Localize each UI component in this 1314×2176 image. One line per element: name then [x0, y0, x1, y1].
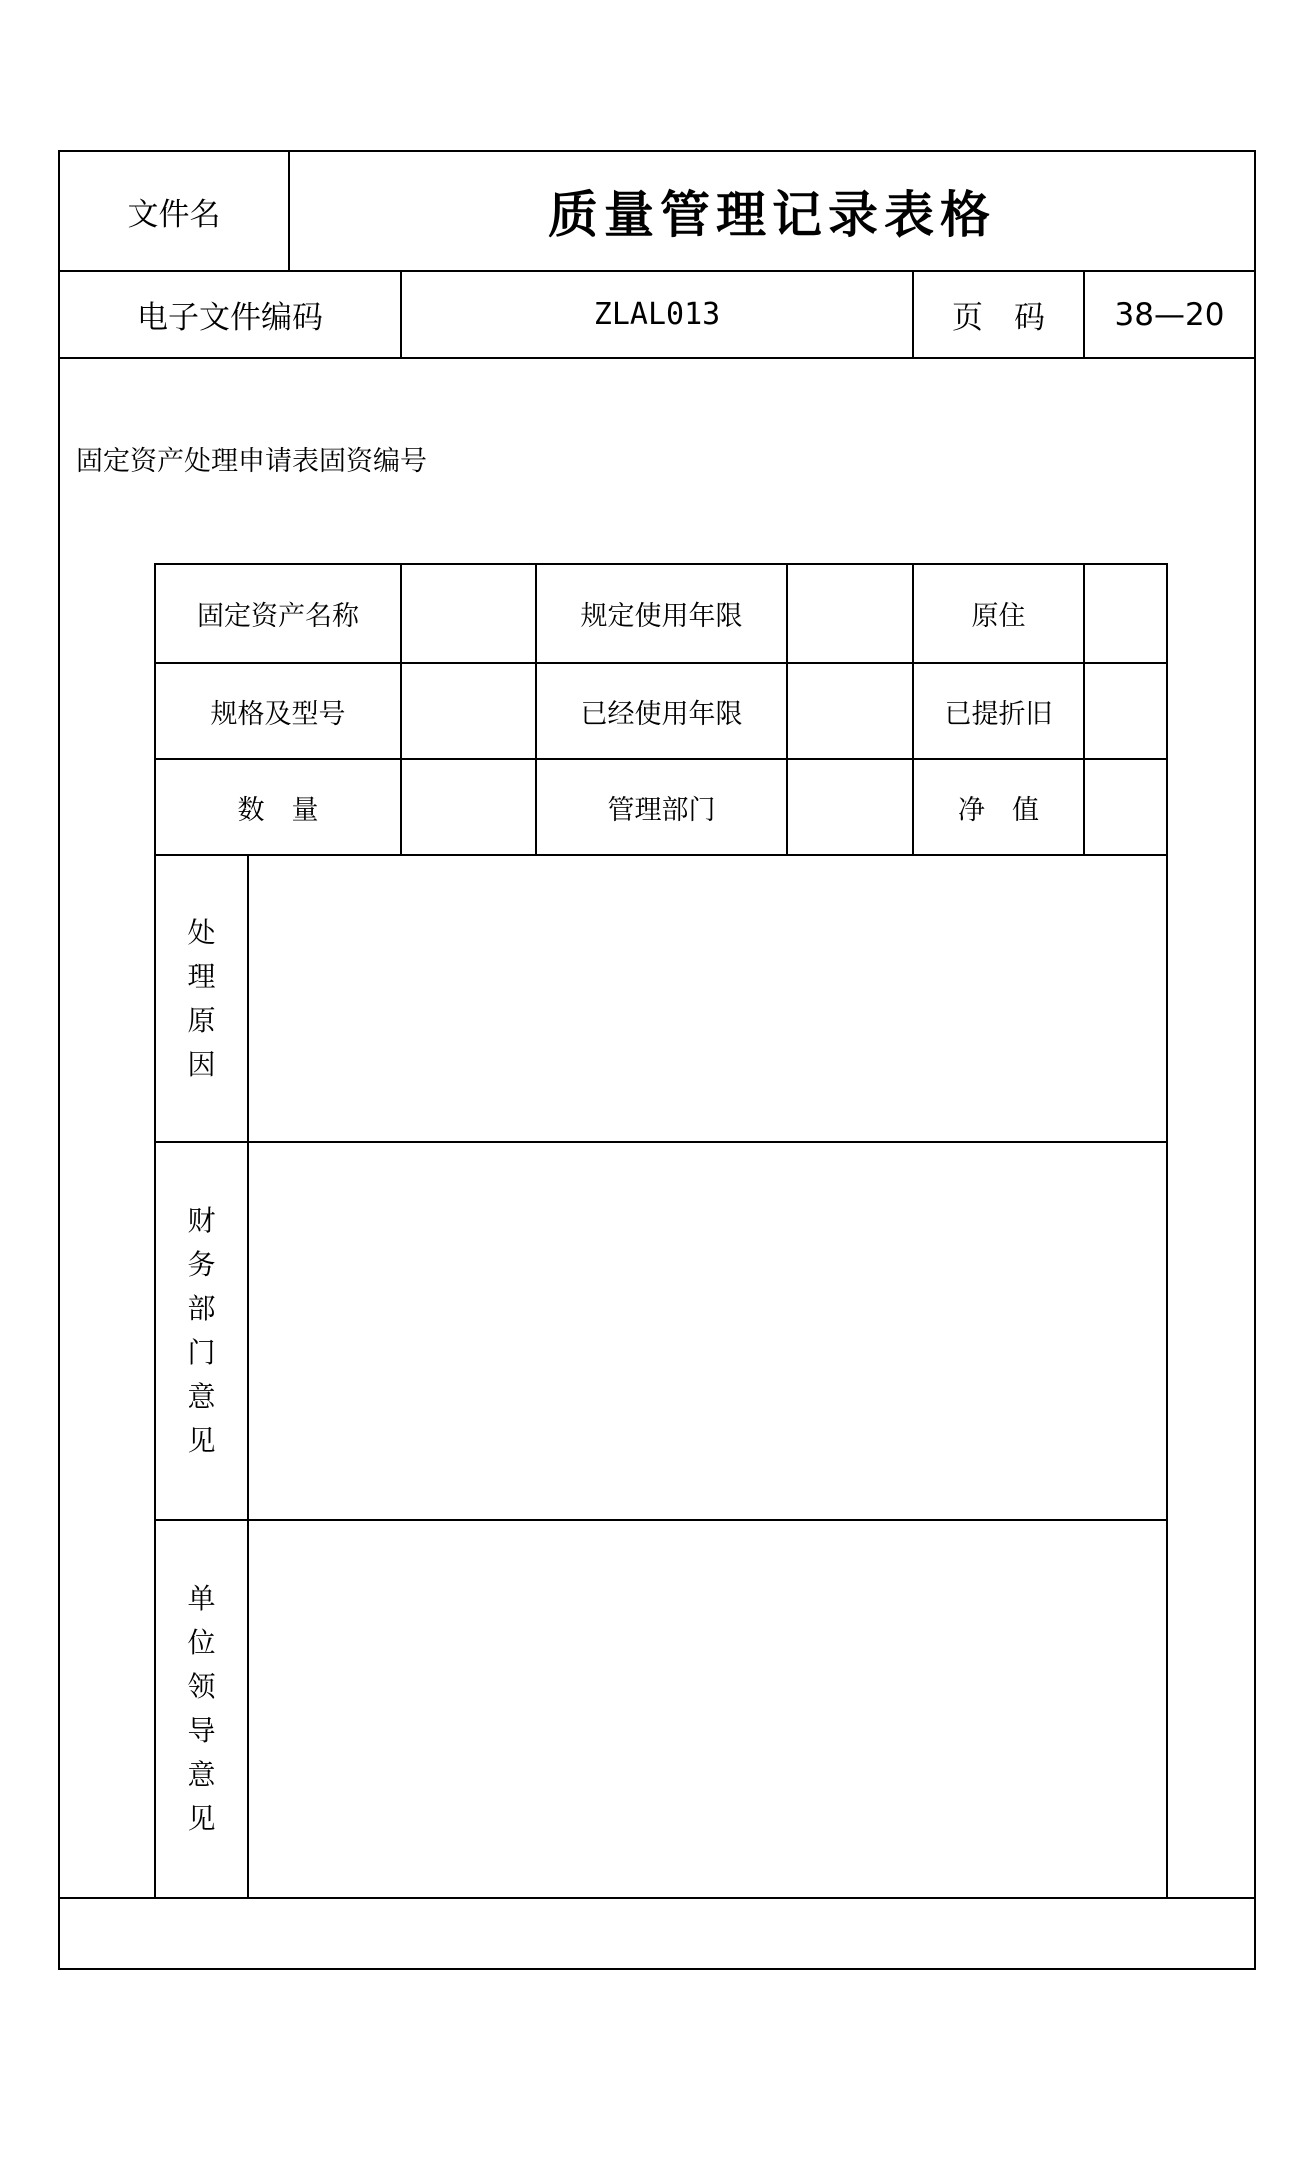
label-char: 因: [187, 1047, 216, 1081]
divider: [58, 357, 1256, 359]
label-char: 务: [187, 1248, 216, 1281]
original-value-label: 原住: [971, 601, 1026, 632]
finance-opinion-label: [156, 1143, 247, 1519]
quantity-label: 数 量: [237, 794, 319, 826]
quantity-value[interactable]: [402, 760, 535, 854]
disposal-reason-content[interactable]: [249, 856, 1166, 1141]
label-char: 位: [187, 1626, 216, 1659]
label-char: 理: [187, 959, 216, 993]
file-code-value: ZLAL013: [593, 297, 721, 332]
service-life-label: 规定使用年限: [580, 601, 743, 632]
finance-opinion-content[interactable]: [249, 1143, 1166, 1519]
file-name-label: 文件名: [127, 196, 221, 233]
original-value-value[interactable]: [1085, 565, 1166, 662]
label-char: 见: [187, 1424, 216, 1457]
document-title: 质量管理记录表格: [548, 186, 996, 244]
page-label: 页 码: [952, 300, 1045, 336]
label-char: 见: [187, 1802, 216, 1835]
label-char: 门: [187, 1336, 216, 1369]
net-value-value[interactable]: [1085, 760, 1166, 854]
spec-model-label: 规格及型号: [210, 698, 346, 730]
managing-dept-value[interactable]: [788, 760, 912, 854]
form-subtitle: 固定资产处理申请表固资编号: [76, 446, 427, 477]
label-char: 财: [187, 1204, 216, 1237]
leader-opinion-content[interactable]: [249, 1521, 1166, 1897]
page-number: 38—20: [1114, 296, 1225, 333]
asset-name-value[interactable]: [402, 565, 535, 662]
asset-name-label: 固定资产名称: [197, 601, 359, 632]
leader-opinion-label: [156, 1521, 247, 1897]
label-char: 处: [187, 915, 216, 949]
label-char: 原: [187, 1003, 216, 1037]
label-char: 领: [187, 1670, 216, 1703]
label-char: 意: [187, 1758, 216, 1791]
managing-dept-label: 管理部门: [607, 794, 716, 826]
label-char: 部: [187, 1292, 216, 1325]
net-value-label: 净 值: [958, 794, 1039, 826]
service-life-value[interactable]: [788, 565, 912, 662]
disposal-reason-label: [156, 856, 247, 1141]
depreciation-label: 已提折旧: [944, 698, 1053, 730]
file-code-label: 电子文件编码: [137, 300, 323, 336]
used-years-value[interactable]: [788, 664, 912, 758]
spec-model-value[interactable]: [402, 664, 535, 758]
depreciation-value[interactable]: [1085, 664, 1166, 758]
label-char: 单: [187, 1582, 216, 1615]
used-years-label: 已经使用年限: [580, 698, 743, 730]
label-char: 意: [187, 1380, 216, 1413]
label-char: 导: [187, 1714, 216, 1747]
footer-row: [60, 1899, 1254, 1968]
